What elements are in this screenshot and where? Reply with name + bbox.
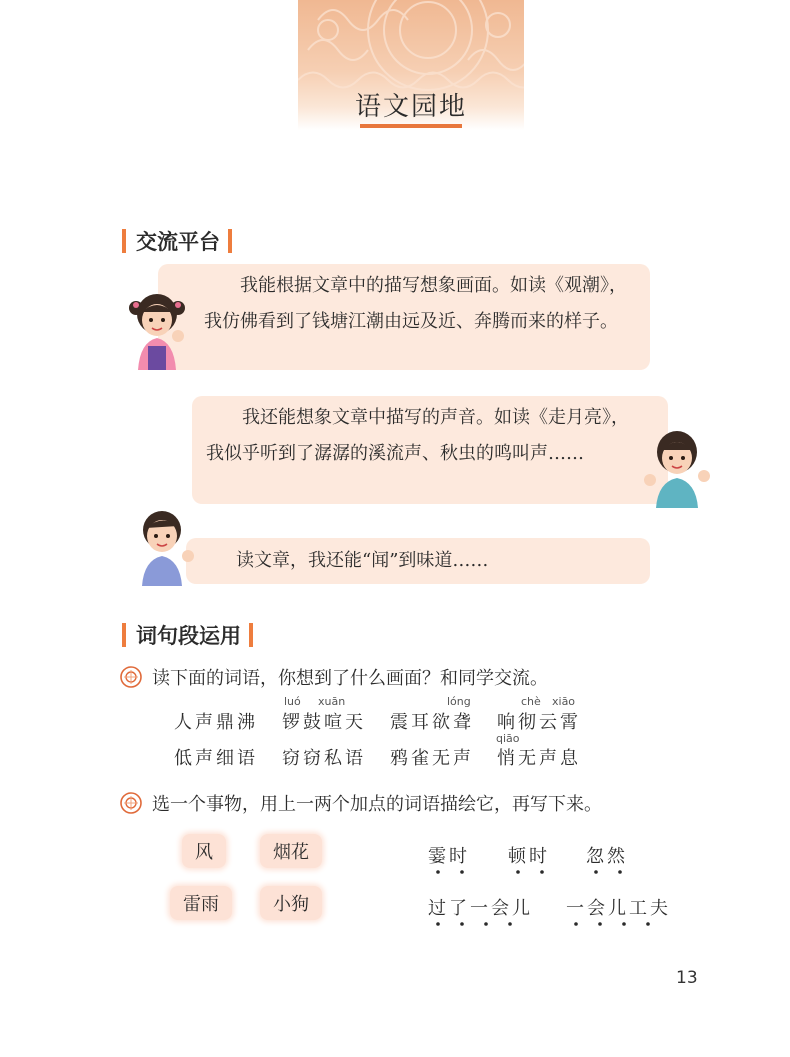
section-title: 交流平台 <box>136 230 220 254</box>
thing-chip: 雷雨 <box>170 886 232 920</box>
instruction-text: 读下面的词语，你想到了什么画面？和同学交流。 <box>152 668 548 689</box>
word-item: 低声细语 <box>174 748 258 769</box>
pinyin-luo: luó <box>284 695 301 708</box>
instruction-text: 选一个事物，用上一两个加点的词语描绘它，再写下来。 <box>152 794 602 815</box>
pinyin-xiao: xiāo <box>552 695 576 708</box>
page-number: 13 <box>676 968 698 988</box>
pinyin-che: chè <box>521 695 541 708</box>
dotted-word-text: 过了一会儿 <box>428 898 533 919</box>
page-title: 语文园地 <box>354 92 467 122</box>
word-item: 人声鼎沸 <box>174 712 258 733</box>
thing-chip: 风 <box>182 834 226 868</box>
pinyin-qiao: qiāo <box>496 732 520 745</box>
word-item: 响彻云霄 <box>497 712 581 733</box>
word-item: 鸦雀无声 <box>390 748 474 769</box>
dotted-word-text: 霎时 <box>428 846 470 867</box>
pinyin-xuan: xuān <box>318 695 346 708</box>
word-item: 锣鼓喧天 <box>282 712 366 733</box>
pinyin-long: lóng <box>447 695 471 708</box>
section-title: 词句段运用 <box>136 624 241 648</box>
bubble-text: 我还能想象文章中描写的声音。如读《走月亮》，我似乎听到了潺潺的溪流声、秋虫的鸣叫声…… <box>206 407 629 464</box>
word-item: 悄无声息 <box>497 748 581 769</box>
thing-chip: 小狗 <box>260 886 322 920</box>
thing-chip: 烟花 <box>260 834 322 868</box>
word-item: 震耳欲聋 <box>390 712 474 733</box>
bubble-text: 我能根据文章中的描写想象画面。如读《观潮》，我仿佛看到了钱塘江潮由远及近、奔腾而来的样子。 <box>204 275 627 332</box>
dotted-word-text: 一会儿工夫 <box>566 898 671 919</box>
dotted-word-text: 顿时 <box>508 846 550 867</box>
bubble-text: 读文章，我还能“闻”到味道…… <box>236 550 489 571</box>
word-item: 窃窃私语 <box>282 748 366 769</box>
dotted-word-text: 忽然 <box>586 846 628 867</box>
